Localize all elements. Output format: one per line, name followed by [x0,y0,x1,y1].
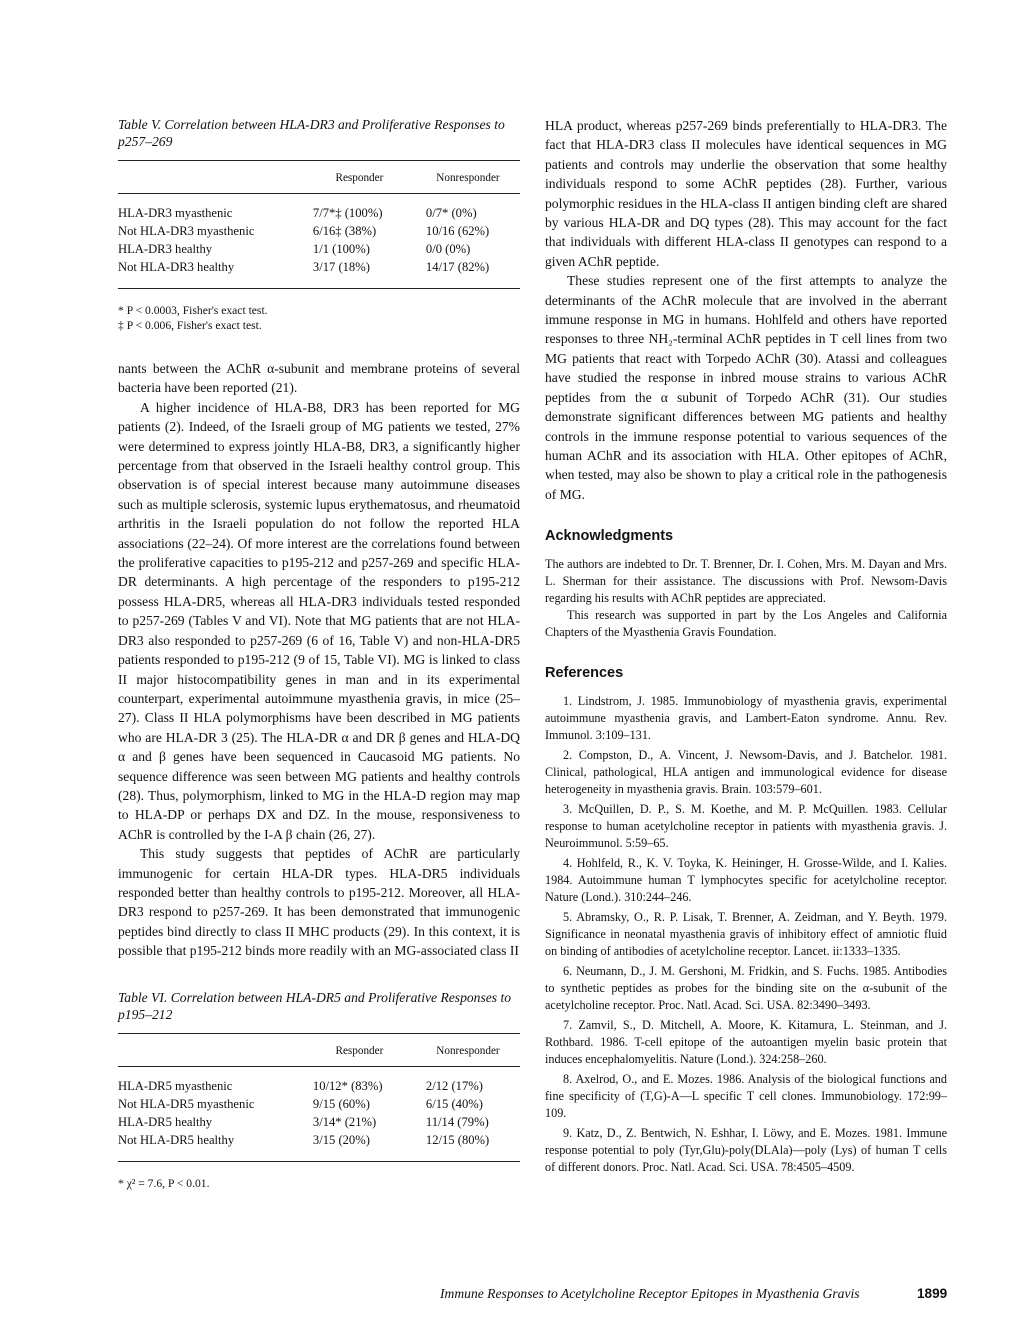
table6-header-nonresponder: Nonresponder [436,1044,500,1057]
table-cell: 3/14* (21%) [312,1114,377,1129]
acknowledgments-heading: Acknowledgments [545,528,674,545]
table5-header-blank [118,161,303,194]
reference-item: 9. Katz, D., Z. Bentwich, N. Eshhar, I. Löwy, and E. Mozes. 1981. Immune response potential to poly (Tyr,Glu)-poly(DLAla)—poly (Lys) of human T cells of different donors. Proc. Natl. Acad. Sci. USA. 78:4505–4509. [545,1126,947,1175]
reference-item: 3. McQuillen, D. P., S. M. Koethe, and M. P. McQuillen. 1983. Cellular response to human acetylcholine receptor in patients with myasthenia gravis. J. Neuroimmunol. 5:59–65. [545,802,947,851]
table6 [118,1033,520,1162]
right-column [545,116,947,1179]
table6-header-row [118,1033,520,1066]
table-cell: HLA-DR3 myasthenic [118,206,233,220]
reference-item: 1. Lindstrom, J. 1985. Immunobiology of myasthenia gravis, experimental autoimmune myasthenia gravis, and Lambert-Eaton syndrome. Annu. Rev. Immunol. 3:109–131. [545,694,947,743]
table-row [118,1066,520,1095]
body-paragraph: These studies represent one of the first attempts to analyze the determinants of the AChR molecule that are involved in the aberrant immune response in MG in humans. Hohlfeld and others have reported responses to three NH₂-terminal AChR peptides in T cell lines from two MG patients that react with Torpedo AChR (30). Atassi and colleagues have studied the response in inbred mouse strains to various AChR peptides from the α subunit of Torpedo AChR (31). Our studies demonstrate significant differences between MG patients and healthy controls in the immune response potential to various sequences of the human AChR and its association with HLA. Other epitopes of AChR, when tested, may also be shown to play a critical role in the pathogenesis of MG. [545,273,947,502]
table-cell: 3/15 (20%) [312,1132,370,1147]
table6-header-blank [118,1033,303,1066]
acknowledgments-paragraph: This research was supported in part by the Los Angeles and California Chapters of the Myasthenia Gravis Foundation. [545,608,947,640]
table-cell: 10/12* (83%) [312,1078,383,1093]
body-paragraph: A higher incidence of HLA-B8, DR3 has been reported for MG patients (2). Indeed, of the Israeli group of MG patients we tested, 27% were determined to express jointly HLA-B8, DR3, a significantly higher percentage from that observed in the Israeli healthy control group. This observation is of special interest because many autoimmune diseases such as multiple sclerosis, systemic lupus erythematosus, and rheumatoid arthritis in the Israeli population do not follow the reported HLA associations (22–24). Of more interest are the correlations found between the proliferative capacities to p195-212 and p257-269 and specific HLA-DR determinants. A high percentage of the responders to p195-212 possess HLA-DR5, whereas all HLA-DR3 individuals tested responded to p257-269 (Tables V and VI). Note that MG patients that are not HLA-DR3 also responded to p257-269 (6 of 16, Table V) and non-HLA-DR5 patients responded to p195-212 (9 of 15, Table VI). MG is linked to class II major histocompatibility genes in man and in its experimental counterpart, experimental autoimmune myasthenia gravis, in mice (25–27). Class II HLA polymorphisms have been described in MG patients who are HLA-DR 3 (25). The HLA-DR α and DR β genes and HLA-DQ α and β genes have been sequenced in Caucasoid MG patients. No sequence difference was seen between MG patients and healthy controls (28). Thus, polymorphism, linked to MG in the HLA-D region may map to HLA-DP or perhaps DX and DZ. In the mouse, responsiveness to AChR is controlled by the I-A β chain (26, 27). [118,399,520,842]
table-cell: 7/7*‡ (100%) [312,206,383,220]
table-row [118,1113,520,1131]
table5 [118,160,520,289]
table-cell: 6/15 (40%) [425,1096,483,1111]
left-column [118,116,520,1191]
table-row [118,1095,520,1113]
table-cell: HLA-DR5 myasthenic [118,1078,233,1093]
table-cell: 14/17 (82%) [425,260,490,274]
table-cell: 1/1 (100%) [312,242,370,256]
table-cell: 3/17 (18%) [312,260,370,274]
reference-item: 8. Axelrod, O., and E. Mozes. 1986. Analysis of the biological functions and fine specificity of (T,G)-A—L specific T cell clones. Immunobiology. 172:99–109. [545,1072,947,1121]
table5-footnotes [118,303,520,333]
table5-footnote: * P < 0.0003, Fisher's exact test. [118,304,268,317]
table5-caption: Table V. Correlation between HLA-DR3 and Proliferative Responses to p257–269 [118,117,505,149]
reference-item: 6. Neumann, D., J. M. Gershoni, M. Fridkin, and S. Fuchs. 1985. Antibodies to synthetic peptides as probes for the binding site on the α-subunit of the acetylcholine receptor. Proc. Natl. Acad. Sci. USA. 82:3490–3493. [545,964,947,1013]
table6-header-responder: Responder [335,1044,384,1057]
table-cell: 6/16‡ (38%) [312,224,377,238]
table-cell: 2/12 (17%) [425,1078,483,1093]
table-cell: HLA-DR3 healthy [118,242,213,256]
reference-item: 4. Hohlfeld, R., K. V. Toyka, K. Heininger, H. Grosse-Wilde, and I. Kalies. 1984. Autoimmune human T lymphocytes specific for acetylcholine receptor. Nature (Lond.). 310:244–246. [545,856,947,905]
body-paragraph: nants between the AChR α-subunit and membrane proteins of several bacteria have been reported (21). [118,361,520,396]
table5-header-nonresponder: Nonresponder [436,172,500,184]
page-number: 1899 [917,1286,948,1301]
table-cell: 12/15 (80%) [425,1132,490,1147]
table-cell: Not HLA-DR3 healthy [118,260,235,274]
table5-header-row [118,161,520,194]
running-footer: Immune Responses to Acetylcholine Receptor Epitopes in Myasthenia Gravis [440,1286,860,1301]
body-paragraph: HLA product, whereas p257-269 binds preferentially to HLA-DR3. The fact that HLA-DR3 class II molecules have identical sequences in MG patients and controls may underlie the observation that some healthy individuals respond to some AChR peptides (28). Further, various polymorphic residues in the HLA-class II antigen binding cleft are shared by various HLA-DR and DQ types (28). This may account for the fact that individuals with different HLA-class II genotypes can respond to a given AChR peptide. [545,118,947,269]
table5-header-responder: Responder [335,172,384,184]
table-cell: 11/14 (79%) [425,1114,489,1129]
table6-footnote: * χ² = 7.6, P < 0.01. [118,1176,210,1190]
reference-item: 7. Zamvil, S., D. Mitchell, A. Moore, K. Kitamura, L. Steinman, and J. Rothbard. 1986. T-cell epitope of the autoantigen myelin basic protein that induces encephalomyelitis. Nature (Lond.). 324:258–260. [545,1018,947,1067]
body-paragraph: This study suggests that peptides of AChR are particularly immunogenic for certain HLA-DR types. HLA-DR5 individuals responded better than healthy controls to p195-212. Moreover, all HLA-DR3 respond to p257-269. It has been demonstrated that immunogenic peptides bind directly to class II MHC products (29). In this context, it is possible that p195-212 binds more readily with an MG-associated class II [118,846,520,959]
table-cell: Not HLA-DR5 myasthenic [118,1096,255,1111]
table6-footnotes [118,1176,520,1191]
table-cell: Not HLA-DR5 healthy [118,1132,235,1147]
table-cell: 0/7* (0%) [425,206,477,220]
reference-item: 2. Compston, D., A. Vincent, J. Newsom-Davis, and J. Batchelor. 1981. Clinical, pathological, HLA antigen and immunological evidence for disease heterogeneity in myasthenia gravis. Brain. 103:579–601. [545,748,947,797]
table-cell: HLA-DR5 healthy [118,1114,213,1129]
table-row [118,1131,520,1162]
table-row [118,240,520,258]
table-row [118,194,520,223]
table5-footnote: ‡ P < 0.006, Fisher's exact test. [118,319,262,332]
table-cell: 9/15 (60%) [312,1096,370,1111]
reference-list [545,693,947,1176]
references-heading: References [545,665,624,682]
table-row [118,222,520,240]
table-cell: Not HLA-DR3 myasthenic [118,224,255,238]
table-row [118,258,520,289]
table-cell: 10/16 (62%) [425,224,490,238]
reference-item: 5. Abramsky, O., R. P. Lisak, T. Brenner, A. Zeidman, and Y. Beyth. 1979. Significance in neonatal myasthenia gravis of inhibitory effect of amniotic fluid on binding of antibodies of acetylcholine receptor. Lancet. ii:1333–1335. [545,910,947,959]
table6-caption: Table VI. Correlation between HLA-DR5 and Proliferative Responses to p195–212 [118,989,512,1022]
table-cell: 0/0 (0%) [425,242,471,256]
acknowledgments-paragraph: The authors are indebted to Dr. T. Brenner, Dr. I. Cohen, Mrs. M. Dayan and Mrs. L. Sherman for their assistance. The discussions with Prof. Newsom-Davis regarding his results with AChR peptides are appreciated. [545,557,947,606]
